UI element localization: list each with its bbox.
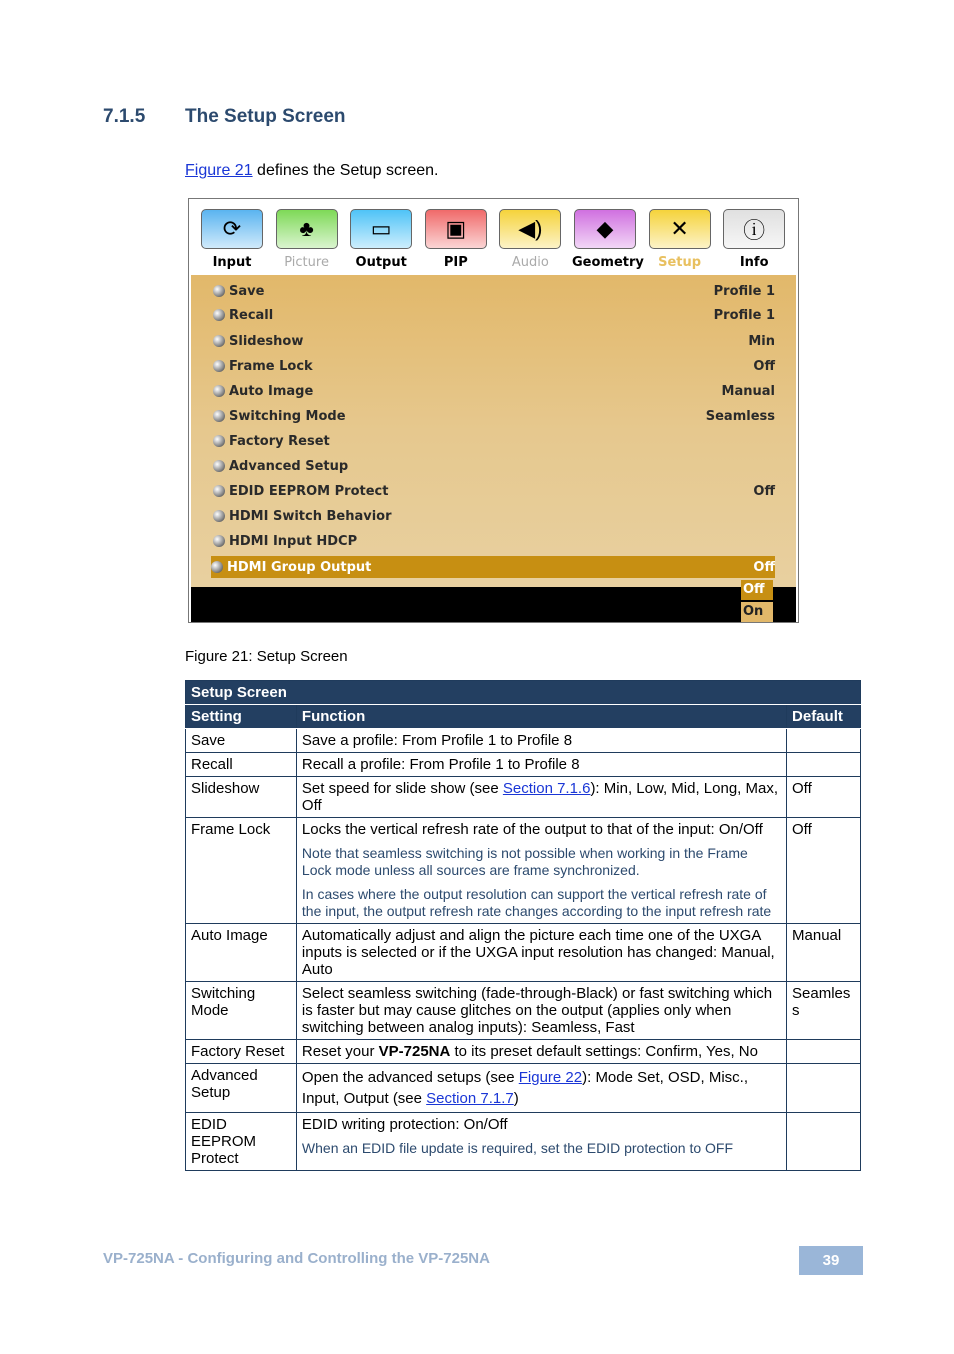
osd-item-label: Advanced Setup	[229, 458, 349, 474]
osd-item-label: HDMI Input HDCP	[229, 533, 358, 549]
setting-cell: Factory Reset	[186, 1040, 297, 1064]
figure-21-link[interactable]: Figure 21	[185, 162, 253, 179]
osd-item-label: EDID EEPROM Protect	[229, 483, 389, 499]
bullet-icon	[213, 535, 225, 547]
monitor-icon: ▭	[350, 209, 412, 249]
page-footer: VP-725NA - Configuring and Controlling the VP-725NA	[103, 1250, 490, 1267]
info-icon: ⓘ	[723, 209, 785, 249]
pip-icon: ▣	[425, 209, 487, 249]
table-row	[186, 1113, 861, 1171]
setting-cell: Save	[186, 729, 297, 753]
table-title: Setup Screen	[186, 681, 861, 705]
function-text: Set speed for slide show (see	[301, 780, 503, 797]
section-number: 7.1.5	[103, 106, 146, 127]
table-row	[186, 818, 861, 924]
osd-item-label: Recall	[229, 307, 274, 323]
osd-menu-item[interactable]	[213, 304, 775, 326]
default-cell	[787, 753, 861, 777]
default-cell: Off	[787, 777, 861, 818]
section-7-1-6-link[interactable]: Section 7.1.6	[502, 780, 591, 797]
table-row	[186, 753, 861, 777]
setup-screen-table	[185, 680, 861, 1171]
bullet-icon	[213, 435, 225, 447]
function-cell	[296, 1113, 786, 1171]
table-row	[186, 1040, 861, 1064]
speaker-icon: ◀)	[499, 209, 561, 249]
osd-menu-item[interactable]	[213, 430, 775, 452]
default-cell	[787, 1064, 861, 1113]
osd-menu-item[interactable]	[213, 330, 775, 352]
function-cell: Save a profile: From Profile 1 to Profile 8	[296, 729, 786, 753]
default-cell: Seamless	[787, 982, 861, 1040]
function-text: Open the advanced setups (see	[301, 1069, 519, 1086]
figure-22-link[interactable]: Figure 22	[518, 1069, 583, 1086]
table-row	[186, 982, 861, 1040]
default-cell	[787, 1113, 861, 1171]
osd-item-value: Seamless	[705, 408, 775, 424]
tab-label: PIP	[443, 255, 468, 270]
setup-screen-figure	[188, 198, 799, 623]
osd-item-value: Profile 1	[713, 283, 775, 299]
intro-text: defines the Setup screen.	[252, 162, 439, 179]
note-text: When an EDID file update is required, set the EDID protection to OFF	[301, 1140, 734, 1156]
osd-item-value: Min	[748, 333, 775, 349]
function-cell	[296, 1064, 786, 1113]
osd-item-value: Profile 1	[713, 307, 775, 323]
input-icon: ⟳	[201, 209, 263, 249]
function-text: to its preset default settings: Confirm, Yes, No	[450, 1043, 758, 1060]
setting-cell: Recall	[186, 753, 297, 777]
osd-menu-item[interactable]	[213, 280, 775, 302]
tab-audio[interactable]	[497, 209, 563, 270]
osd-menu-item[interactable]	[213, 455, 775, 477]
page-number: 39	[799, 1246, 863, 1275]
section-7-1-7-link[interactable]: Section 7.1.7	[426, 1090, 514, 1107]
function-text: )	[513, 1090, 519, 1107]
osd-item-label: Slideshow	[229, 333, 304, 349]
osd-item-label: Frame Lock	[229, 358, 313, 374]
osd-item-value: Manual	[721, 383, 775, 399]
setting-cell: Auto Image	[186, 924, 297, 982]
bullet-icon	[213, 285, 225, 297]
bullet-icon	[213, 510, 225, 522]
osd-item-value: Off	[753, 559, 775, 575]
table-row	[186, 1064, 861, 1113]
osd-tab-bar	[189, 199, 798, 275]
tab-geometry[interactable]	[572, 209, 644, 270]
bullet-icon	[211, 561, 223, 573]
tab-setup[interactable]	[647, 209, 713, 270]
section-title: The Setup Screen	[185, 106, 346, 127]
dropdown-option-off[interactable]: Off	[741, 580, 773, 600]
osd-menu-item[interactable]	[213, 355, 775, 377]
setting-cell: Switching Mode	[186, 982, 297, 1040]
osd-menu	[191, 275, 796, 587]
tab-input[interactable]	[199, 209, 265, 270]
osd-item-label: Auto Image	[229, 383, 314, 399]
tab-label: Geometry	[572, 255, 644, 270]
tab-output[interactable]	[348, 209, 414, 270]
tab-label: Audio	[511, 255, 549, 270]
tab-picture[interactable]	[274, 209, 340, 270]
note-text: In cases where the output resolution can support the vertical refresh rate of the input, the output refresh rate changes according to the input refresh rate	[301, 886, 772, 919]
table-row	[186, 729, 861, 753]
setting-cell: Slideshow	[186, 777, 297, 818]
table-row	[186, 777, 861, 818]
default-cell: Manual	[787, 924, 861, 982]
osd-menu-item[interactable]	[211, 556, 775, 578]
osd-dropdown[interactable]	[741, 580, 773, 622]
osd-menu-item[interactable]	[213, 380, 775, 402]
osd-item-value: Off	[753, 358, 775, 374]
tab-label: Output	[355, 255, 407, 270]
function-cell	[296, 777, 786, 818]
function-cell	[296, 818, 786, 924]
setting-cell: Advanced Setup	[186, 1064, 297, 1113]
bullet-icon	[213, 309, 225, 321]
function-cell: Select seamless switching (fade-through-Black) or fast switching which is faster but may cause glitches on the output (applies only when switching between analog inputs): Seamless, Fast	[296, 982, 786, 1040]
osd-item-label: Save	[229, 283, 265, 299]
setting-cell: EDID EEPROM Protect	[186, 1113, 297, 1171]
tab-pip[interactable]	[423, 209, 489, 270]
function-cell	[296, 1040, 786, 1064]
default-cell	[787, 729, 861, 753]
osd-item-label: Switching Mode	[229, 408, 346, 424]
table-row	[186, 924, 861, 982]
tab-label: Input	[212, 255, 252, 270]
bullet-icon	[213, 410, 225, 422]
default-cell: Off	[787, 818, 861, 924]
osd-menu-item[interactable]	[213, 530, 775, 552]
osd-item-label: Factory Reset	[229, 433, 330, 449]
tab-label: Setup	[658, 255, 702, 270]
header-default: Default	[787, 705, 861, 729]
function-text: Reset your	[301, 1043, 379, 1060]
picture-icon: ♣	[276, 209, 338, 249]
header-function: Function	[296, 705, 786, 729]
bullet-icon	[213, 360, 225, 372]
osd-menu-item[interactable]	[213, 505, 775, 527]
default-cell	[787, 1040, 861, 1064]
osd-menu-item[interactable]	[213, 405, 775, 427]
function-text: ): Min, Low, Mid, Long, Max, Off	[301, 780, 779, 814]
osd-menu-item[interactable]	[213, 480, 775, 502]
bullet-icon	[213, 385, 225, 397]
osd-item-label: HDMI Switch Behavior	[229, 508, 392, 524]
osd-bottom-bar	[191, 587, 796, 622]
tab-info[interactable]	[721, 209, 787, 270]
function-cell: Automatically adjust and align the picture each time one of the UXGA inputs is selected or if the UXGA input resolution has changed: Manual, Auto	[296, 924, 786, 982]
tools-icon: ✕	[649, 209, 711, 249]
dropdown-option-on[interactable]: On	[741, 600, 773, 622]
tab-label: Info	[739, 255, 769, 270]
function-text: ): Mode Set, OSD, Misc., Input, Output (see	[301, 1069, 748, 1107]
function-text: Locks the vertical refresh rate of the output to that of the input: On/Off	[301, 821, 763, 838]
intro-paragraph	[185, 162, 439, 180]
osd-item-label: HDMI Group Output	[227, 559, 372, 575]
function-text: EDID writing protection: On/Off	[301, 1116, 508, 1133]
bullet-icon	[213, 335, 225, 347]
note-text: Note that seamless switching is not possible when working in the Frame Lock mode unless all sources are frame synchronized.	[301, 845, 748, 878]
bullet-icon	[213, 485, 225, 497]
function-cell: Recall a profile: From Profile 1 to Profile 8	[296, 753, 786, 777]
section-heading	[103, 106, 346, 128]
geometry-icon: ◆	[574, 209, 636, 249]
product-name: VP-725NA	[378, 1043, 451, 1060]
setting-cell: Frame Lock	[186, 818, 297, 924]
tab-label: Picture	[284, 255, 329, 270]
header-setting: Setting	[186, 705, 297, 729]
osd-item-value: Off	[753, 483, 775, 499]
figure-caption: Figure 21: Setup Screen	[185, 648, 348, 665]
bullet-icon	[213, 460, 225, 472]
